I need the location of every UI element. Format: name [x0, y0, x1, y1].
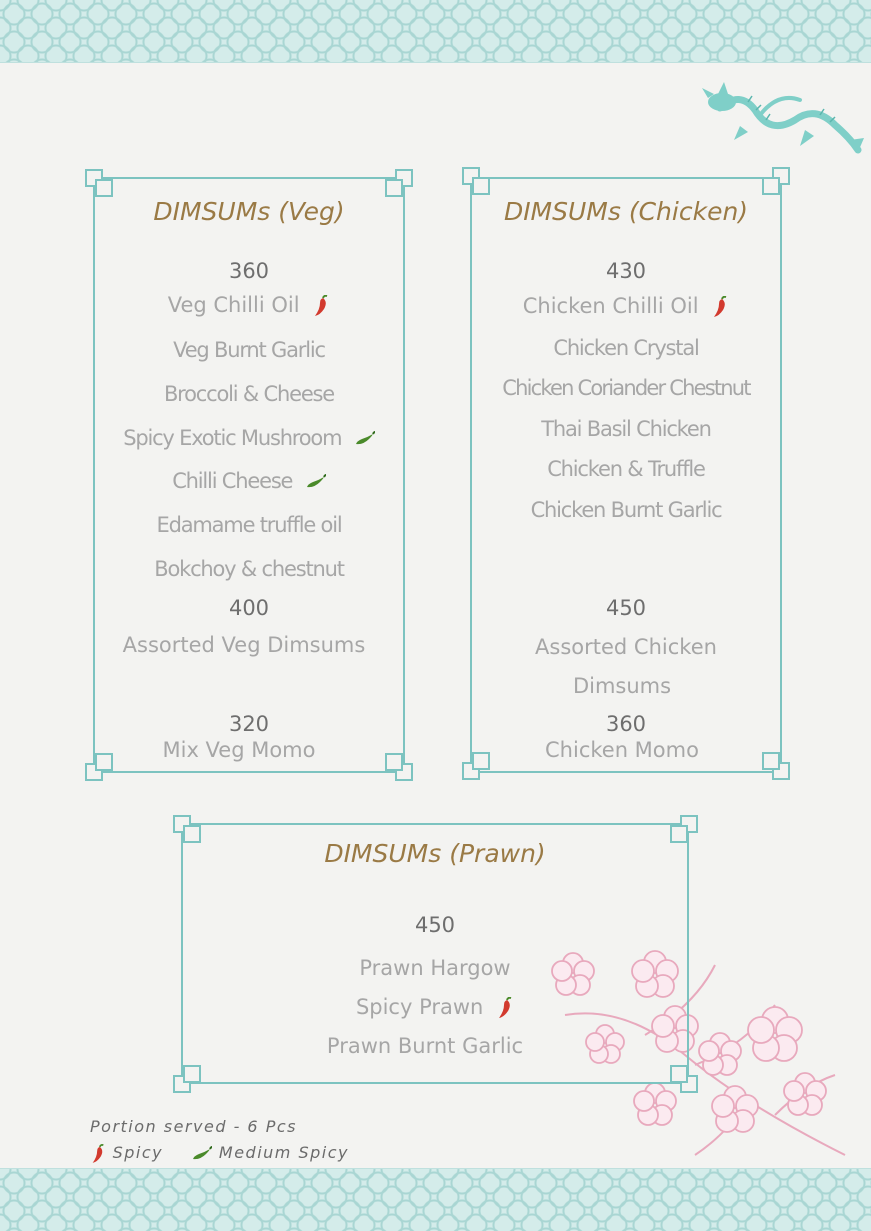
menu-item: Mix Veg Momo	[162, 738, 316, 762]
chicken-price-360: 360	[605, 712, 647, 736]
medium-spicy-legend-label: Medium Spicy	[218, 1143, 349, 1162]
menu-item: Assorted Veg Dimsums	[122, 633, 366, 657]
item-label: Spicy Exotic Mushroom	[123, 426, 342, 450]
menu-item: Bokchoy & chestnut	[154, 557, 344, 581]
chicken-price-430: 430	[605, 259, 647, 283]
item-label: Veg Chilli Oil	[167, 293, 300, 317]
item-label: Chilli Cheese	[172, 469, 293, 493]
menu-item: Edamame truffle oil	[156, 513, 342, 537]
item-label: Spicy Prawn	[355, 995, 484, 1019]
chicken-section-title: DIMSUMs (Chicken)	[503, 197, 749, 226]
menu-item: Prawn Burnt Garlic	[326, 1034, 524, 1058]
menu-item: Chicken Crystal	[553, 336, 699, 360]
item-label: Chicken Chilli Oil	[522, 294, 699, 318]
menu-item: Thai Basil Chicken	[541, 417, 711, 441]
veg-price-320: 320	[228, 712, 270, 736]
menu-item: Chicken & Truffle	[547, 457, 705, 481]
spicy-legend-label: Spicy	[112, 1143, 164, 1162]
prawn-section-title: DIMSUMs (Prawn)	[324, 839, 546, 868]
veg-price-360: 360	[228, 259, 270, 283]
portion-note: Portion served - 6 Pcs	[90, 1117, 297, 1136]
menu-item: Broccoli & Cheese	[163, 382, 335, 406]
menu-item: Prawn Hargow	[359, 956, 511, 980]
green-chili-icon	[190, 1146, 212, 1162]
spice-legend	[90, 1143, 349, 1164]
menu-item: Assorted Chicken	[535, 635, 717, 659]
menu-item: Veg Burnt Garlic	[173, 338, 325, 362]
menu-item: Dimsums	[572, 674, 672, 698]
prawn-price-450: 450	[414, 913, 456, 937]
veg-section-title: DIMSUMs (Veg)	[153, 197, 345, 226]
menu-item: Chicken Burnt Garlic	[530, 498, 722, 522]
veg-price-400: 400	[228, 596, 270, 620]
menu-item: Chicken Momo	[545, 738, 699, 762]
red-chili-icon	[90, 1144, 106, 1164]
chicken-price-450: 450	[605, 596, 647, 620]
menu-item: Chicken Coriander Chestnut	[502, 376, 750, 400]
